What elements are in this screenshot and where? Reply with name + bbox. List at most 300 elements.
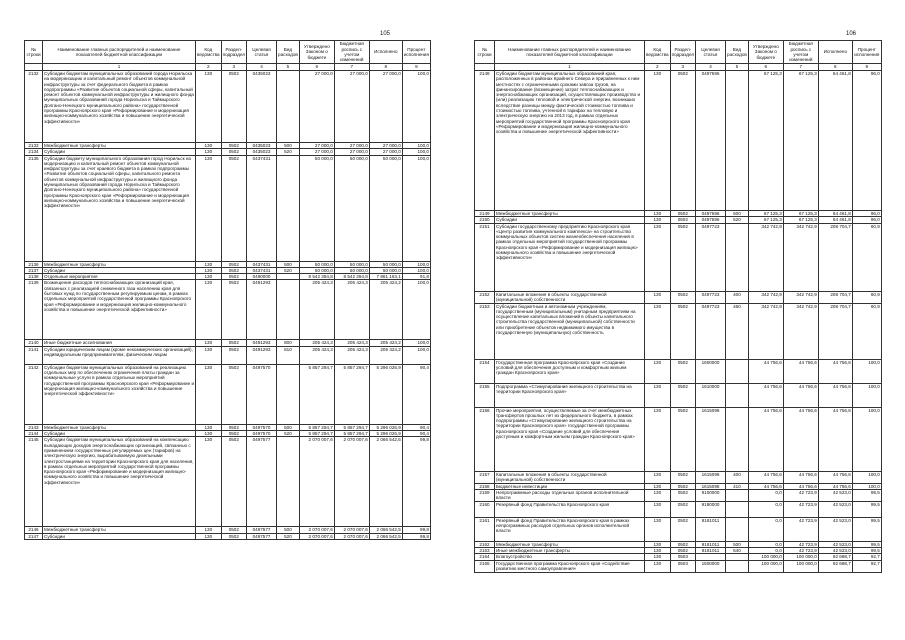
approved-amount: 2 070 007,6 — [299, 527, 334, 533]
column-number: 3 — [670, 64, 695, 71]
row-number: 2143 — [25, 424, 43, 430]
budget-amount: 27 000,0 — [334, 71, 369, 143]
expense-type — [726, 560, 749, 572]
executed-amount: 50 000,0 — [369, 155, 402, 261]
department-code: 130 — [645, 483, 671, 489]
budget-amount: 44 756,6 — [783, 407, 818, 471]
approved-amount: 0,0 — [748, 517, 783, 541]
item-name: Субсидии — [43, 267, 196, 273]
execution-percent: 99,5 — [852, 548, 881, 554]
approved-amount: 0,0 — [748, 541, 783, 547]
column-number: 1 — [43, 64, 196, 71]
expense-type — [726, 71, 749, 211]
column-number — [25, 64, 43, 71]
item-name: Капитальные вложения в объекты государственной (муниципальной) собственности — [495, 291, 645, 303]
approved-amount: 205 424,3 — [299, 280, 334, 340]
section-code: 0502 — [670, 383, 695, 407]
row-number: 2161 — [475, 517, 495, 541]
section-code: 0502 — [221, 280, 246, 340]
item-name: Иные межбюджетные трансферты — [495, 548, 645, 554]
execution-percent: 92,7 — [852, 554, 881, 560]
item-name: Межбюджетные трансферты — [43, 261, 196, 267]
expense-type: 410 — [726, 483, 749, 489]
department-code: 130 — [645, 548, 671, 554]
approved-amount: 342 742,9 — [748, 303, 783, 359]
column-header: Наименование главных распорядителей и наименование показателей бюджетной классификации — [495, 41, 645, 64]
budget-amount: 44 756,6 — [783, 471, 818, 483]
column-header: Исполнено — [818, 41, 852, 64]
expense-type: 520 — [277, 267, 300, 273]
executed-amount: 44 756,6 — [818, 407, 852, 471]
row-number: 2135 — [25, 155, 43, 261]
execution-percent: 60,9 — [852, 303, 881, 359]
table-row — [475, 359, 882, 383]
executed-amount: 92 688,7 — [818, 554, 852, 560]
execution-percent: 92,7 — [852, 560, 881, 572]
approved-amount: 67 125,3 — [748, 211, 783, 217]
budget-amount: 42 723,9 — [783, 541, 818, 547]
column-number: 8 — [818, 64, 852, 71]
table-row — [475, 71, 882, 211]
target-article: 1615098 — [696, 471, 726, 483]
department-code: 130 — [196, 437, 222, 527]
department-code: 130 — [645, 541, 671, 547]
executed-amount: 5 296 026,9 — [369, 364, 402, 424]
column-header: Бюджетная роспись с учетом изменений — [334, 41, 369, 64]
department-code: 130 — [196, 431, 222, 437]
column-number: 9 — [852, 64, 881, 71]
column-number: 8 — [369, 64, 402, 71]
column-header: Раздел-подраздел — [670, 41, 695, 64]
column-header: Код ведомства — [196, 41, 222, 64]
target-article: 1610000 — [696, 383, 726, 407]
right-page — [454, 0, 905, 640]
department-code: 130 — [645, 560, 671, 572]
item-name: Иные бюджетные ассигнования — [43, 340, 196, 346]
target-article: 0491293 — [247, 280, 277, 340]
expense-type: 520 — [726, 217, 749, 223]
executed-amount: 27 000,0 — [369, 71, 402, 143]
row-number: 2142 — [25, 364, 43, 424]
left-page — [0, 0, 452, 640]
department-code: 130 — [196, 149, 222, 155]
expense-type: 400 — [726, 291, 749, 303]
department-code: 130 — [196, 274, 222, 280]
execution-percent: 100,0 — [402, 340, 430, 346]
table-row — [25, 364, 431, 424]
item-name: Субсидии бюджетам муниципальных образований на компенсацию выпадающих доходов энергоснабжающих организаций, связанных с применением государственных регулируемых цен (тарифов) на электрическую энергию, вырабатываемую дизельными электростанциями на территории Красноярского края для населения, в рамках отдельных мероприятий государственной программы Красноярского края «Реформирование и модернизация жилищно-коммунального хозяйства и повышение энергетической эффективности» — [43, 437, 196, 527]
approved-amount: 8 542 394,8 — [299, 274, 334, 280]
column-header: Целевая статья — [696, 41, 726, 64]
target-article: 1600000 — [696, 359, 726, 383]
section-code: 0502 — [670, 303, 695, 359]
execution-percent: 99,5 — [852, 541, 881, 547]
table-row — [25, 155, 431, 261]
expense-type — [726, 359, 749, 383]
approved-amount: 342 742,9 — [748, 223, 783, 291]
item-name: Бюджетные инвестиции — [495, 483, 645, 489]
executed-amount: 5 296 026,9 — [369, 424, 402, 430]
executed-amount: 50 000,0 — [369, 261, 402, 267]
expense-type: 400 — [726, 471, 749, 483]
approved-amount: 100 000,0 — [748, 554, 783, 560]
item-name: Благоустройство — [495, 554, 645, 560]
executed-amount: 208 704,7 — [818, 291, 852, 303]
approved-amount: 67 125,3 — [748, 217, 783, 223]
item-name: Отдельные мероприятия — [43, 274, 196, 280]
table-row — [475, 303, 882, 359]
item-name: Межбюджетные трансферты — [43, 424, 196, 430]
expense-type — [277, 364, 300, 424]
table-row — [475, 517, 882, 541]
approved-amount: 5 857 294,7 — [299, 431, 334, 437]
section-code: 0502 — [221, 346, 246, 364]
executed-amount: 50 000,0 — [369, 267, 402, 273]
budget-amount: 2 070 007,6 — [334, 437, 369, 527]
target-article: 9100000 — [696, 489, 726, 501]
department-code: 130 — [196, 346, 222, 364]
item-name: Государственная программа Красноярского края «Создание условий для обеспечения доступным и комфортным жильем граждан Красноярского края» — [495, 359, 645, 383]
row-number: 2158 — [475, 483, 495, 489]
department-code: 130 — [645, 383, 671, 407]
department-code: 130 — [196, 280, 222, 340]
expense-type — [726, 407, 749, 471]
column-header: № строки — [475, 41, 495, 64]
item-name: Межбюджетные трансферты — [43, 527, 196, 533]
execution-percent: 100,0 — [402, 149, 430, 155]
approved-amount: 44 756,6 — [748, 407, 783, 471]
execution-percent: 91,8 — [402, 274, 430, 280]
execution-percent: 100,0 — [852, 359, 881, 383]
row-number: 2138 — [25, 274, 43, 280]
target-article: 0497570 — [247, 431, 277, 437]
target-article: 0435023 — [247, 71, 277, 143]
column-number: 6 — [748, 64, 783, 71]
item-name: Возмещение расходов теплоснабжающих организаций края, связанных с реализацией сниженного газа населению края для бытовых нужд по государственным регулируемым ценам, в рамках отдельных мероприятий государственной программы Красноярского края «Реформирование и модернизация жилищно-коммунального хозяйства и повышение энергетической эффективности» — [43, 280, 196, 340]
expense-type: 500 — [277, 261, 300, 267]
expense-type — [726, 223, 749, 291]
table-row — [475, 501, 882, 517]
target-article: 0490000 — [247, 274, 277, 280]
section-code: 0502 — [670, 501, 695, 517]
executed-amount: 5 296 026,9 — [369, 431, 402, 437]
section-code: 0502 — [221, 431, 246, 437]
target-article: 0437431 — [247, 261, 277, 267]
item-name: Субсидии — [43, 533, 196, 539]
executed-amount: 64 461,8 — [818, 211, 852, 217]
department-code: 130 — [196, 424, 222, 430]
target-article: 0437431 — [247, 155, 277, 261]
budget-amount: 42 723,9 — [783, 517, 818, 541]
approved-amount: 0,0 — [748, 548, 783, 554]
budget-amount: 42 723,9 — [783, 489, 818, 501]
target-article: 9180000 — [696, 501, 726, 517]
department-code: 130 — [645, 217, 671, 223]
executed-amount: 208 704,7 — [818, 223, 852, 291]
execution-percent: 96,0 — [852, 71, 881, 211]
row-number: 2157 — [475, 471, 495, 483]
execution-percent: 90,4 — [402, 364, 430, 424]
execution-percent: 100,0 — [402, 267, 430, 273]
column-header: Вид расходов — [726, 41, 749, 64]
department-code: 130 — [645, 501, 671, 517]
department-code: 130 — [196, 527, 222, 533]
item-name: Капитальные вложения в объекты государственной (муниципальной) собственности — [495, 471, 645, 483]
budget-amount: 50 000,0 — [334, 267, 369, 273]
row-number: 2153 — [475, 303, 495, 359]
column-header: Процент исполнения — [402, 41, 430, 64]
executed-amount: 44 756,6 — [818, 471, 852, 483]
column-number: 5 — [277, 64, 300, 71]
approved-amount: 50 000,0 — [299, 155, 334, 261]
budget-amount: 5 857 294,7 — [334, 424, 369, 430]
row-number: 2147 — [25, 533, 43, 539]
execution-percent: 99,8 — [402, 437, 430, 527]
budget-amount: 205 424,3 — [334, 346, 369, 364]
department-code: 130 — [645, 71, 671, 211]
budget-amount: 205 424,3 — [334, 340, 369, 346]
column-number: 3 — [221, 64, 246, 71]
execution-percent: 99,5 — [852, 489, 881, 501]
target-article: 0497577 — [247, 527, 277, 533]
executed-amount: 42 523,0 — [818, 501, 852, 517]
table-row — [25, 71, 431, 143]
target-article: 1500000 — [696, 560, 726, 572]
executed-amount: 205 424,2 — [369, 340, 402, 346]
execution-percent: 100,0 — [402, 346, 430, 364]
column-number: 5 — [726, 64, 749, 71]
section-code: 0502 — [221, 71, 246, 143]
row-number: 2156 — [475, 407, 495, 471]
section-code: 0502 — [670, 541, 695, 547]
execution-percent: 99,8 — [402, 533, 430, 539]
expense-type: 520 — [277, 149, 300, 155]
table-row — [475, 383, 882, 407]
target-article: 0497596 — [696, 71, 726, 211]
department-code: 130 — [196, 71, 222, 143]
item-name: Межбюджетные трансферты — [43, 143, 196, 149]
column-number-row — [25, 64, 431, 71]
expense-type — [726, 383, 749, 407]
column-number — [475, 64, 495, 71]
row-number: 2165 — [475, 560, 495, 572]
target-article: 0497577 — [247, 437, 277, 527]
budget-amount: 5 857 294,7 — [334, 364, 369, 424]
executed-amount: 92 688,7 — [818, 560, 852, 572]
column-number: 4 — [696, 64, 726, 71]
execution-percent: 100,0 — [402, 143, 430, 149]
budget-amount: 100 000,0 — [783, 554, 818, 560]
expense-type: 520 — [277, 533, 300, 539]
department-code: 130 — [645, 554, 671, 560]
expense-type: 460 — [726, 303, 749, 359]
table-row — [475, 560, 882, 572]
section-code: 0502 — [221, 527, 246, 533]
department-code: 130 — [645, 407, 671, 471]
department-code: 130 — [645, 359, 671, 383]
execution-percent: 60,9 — [852, 223, 881, 291]
budget-amount: 67 125,3 — [783, 217, 818, 223]
expense-type: 500 — [726, 541, 749, 547]
section-code: 0502 — [670, 407, 695, 471]
section-code: 0502 — [670, 548, 695, 554]
row-number: 2132 — [25, 71, 43, 143]
target-article: 0437431 — [247, 267, 277, 273]
approved-amount: 50 000,0 — [299, 261, 334, 267]
item-name: Межбюджетные трансферты — [495, 211, 645, 217]
column-header: Вид расходов — [277, 41, 300, 64]
section-code: 0502 — [221, 261, 246, 267]
approved-amount: 2 070 007,6 — [299, 437, 334, 527]
execution-percent: 96,0 — [852, 217, 881, 223]
row-number: 2140 — [25, 340, 43, 346]
section-code: 0502 — [670, 211, 695, 217]
row-number: 2155 — [475, 383, 495, 407]
executed-amount: 208 704,7 — [818, 303, 852, 359]
budget-amount: 205 424,3 — [334, 280, 369, 340]
header-row — [475, 41, 882, 64]
section-code: 0503 — [670, 560, 695, 572]
column-header: Целевая статья — [247, 41, 277, 64]
row-number: 2164 — [475, 554, 495, 560]
table-row — [475, 471, 882, 483]
row-number: 2163 — [475, 548, 495, 554]
budget-amount: 27 000,0 — [334, 149, 369, 155]
section-code: 0502 — [670, 71, 695, 211]
target-article: 9181011 — [696, 517, 726, 541]
expense-type: 500 — [277, 527, 300, 533]
department-code: 130 — [196, 261, 222, 267]
table-row — [475, 291, 882, 303]
executed-amount: 2 066 542,5 — [369, 437, 402, 527]
expense-type: 500 — [726, 211, 749, 217]
budget-table — [24, 40, 431, 540]
approved-amount: 5 857 294,7 — [299, 424, 334, 430]
executed-amount: 64 461,8 — [818, 71, 852, 211]
item-name: Непрограммные расходы отдельных органов исполнительной власти — [495, 489, 645, 501]
approved-amount: 27 000,0 — [299, 149, 334, 155]
target-article: 0497577 — [247, 533, 277, 539]
column-header: Исполнено — [369, 41, 402, 64]
target-article: 0497723 — [696, 291, 726, 303]
page-number: 105 — [380, 31, 391, 37]
target-article: 0435023 — [247, 143, 277, 149]
executed-amount: 27 000,0 — [369, 149, 402, 155]
section-code: 0502 — [670, 471, 695, 483]
execution-percent: 100,0 — [402, 261, 430, 267]
budget-amount: 27 000,0 — [334, 143, 369, 149]
target-article: 1615098 — [696, 483, 726, 489]
item-name: Субсидии бюджетам муниципальных образований края, расположенных в районах Крайнего Севера и приравненных к ним местностях с ограниченными сроками завоза грузов, на финансирование (возмещение) затрат теплоснабжающих и энергоснабжающих организаций, осуществляющих производство и (или) реализацию тепловой и электрической энергии, возникших вследствие разницы между фактической стоимостью топлива и стоимостью топлива, учтенной в тарифах на тепловую и электрическую энергию на 2013 год, в рамках отдельных мероприятий государственной программы Красноярского края «Реформирование и модернизация жилищно-коммунального хозяйства и повышение энергетической эффективности» — [495, 71, 645, 211]
target-article: 0497723 — [696, 303, 726, 359]
column-header: Утверждено Законом о бюджете — [748, 41, 783, 64]
budget-amount: 342 742,9 — [783, 291, 818, 303]
executed-amount: 44 756,6 — [818, 483, 852, 489]
table-row — [25, 346, 431, 364]
header-row — [25, 41, 431, 64]
item-name: Субсидии — [43, 149, 196, 155]
budget-amount: 100 000,0 — [783, 560, 818, 572]
execution-percent: 99,8 — [402, 527, 430, 533]
executed-amount: 205 424,2 — [369, 346, 402, 364]
section-code: 0502 — [221, 340, 246, 346]
approved-amount: 0,0 — [748, 501, 783, 517]
execution-percent: 99,5 — [852, 501, 881, 517]
execution-percent: 100,0 — [402, 71, 430, 143]
budget-amount: 2 070 007,6 — [334, 527, 369, 533]
execution-percent: 100,0 — [852, 383, 881, 407]
approved-amount: 342 742,9 — [748, 291, 783, 303]
expense-type — [277, 155, 300, 261]
table-row — [475, 407, 882, 471]
budget-amount: 5 857 294,7 — [334, 431, 369, 437]
item-name: Субсидии — [43, 431, 196, 437]
column-number: 2 — [196, 64, 222, 71]
item-name: Субсидии — [495, 217, 645, 223]
budget-amount: 67 125,3 — [783, 71, 818, 211]
item-name: Резервный фонд Правительства Красноярского края — [495, 501, 645, 517]
row-number: 2162 — [475, 541, 495, 547]
item-name: Субсидии государственному предприятию Красноярского края «Центр развития коммунального комплекса» на строительство коммунальных объектов систем жизнеобеспечения населения в рамках отдельных мероприятий государственной программы Красноярского края «Реформирование и модернизация жилищно-коммунального хозяйства и повышение энергетической эффективности» — [495, 223, 645, 291]
budget-amount: 8 542 394,8 — [334, 274, 369, 280]
section-code: 0502 — [221, 424, 246, 430]
column-number: 2 — [645, 64, 671, 71]
row-number: 2146 — [25, 527, 43, 533]
execution-percent: 90,4 — [402, 431, 430, 437]
department-code: 130 — [196, 155, 222, 261]
section-code: 0502 — [670, 359, 695, 383]
column-header: Бюджетная роспись с учетом изменений — [783, 41, 818, 64]
column-number: 1 — [495, 64, 645, 71]
target-article: 0491293 — [247, 346, 277, 364]
approved-amount: 205 424,3 — [299, 346, 334, 364]
row-number: 2159 — [475, 489, 495, 501]
approved-amount: 44 756,6 — [748, 471, 783, 483]
department-code: 130 — [196, 340, 222, 346]
row-number: 2160 — [475, 501, 495, 517]
row-number: 2145 — [25, 437, 43, 527]
department-code: 130 — [645, 211, 671, 217]
section-code: 0502 — [670, 291, 695, 303]
approved-amount: 0,0 — [748, 489, 783, 501]
section-code: 0503 — [670, 554, 695, 560]
row-number: 2137 — [25, 267, 43, 273]
expense-type: 500 — [277, 424, 300, 430]
item-name: Субсидии бюджетным и автономным учреждениям, государственным (муниципальным) унитарным предприятиям на осуществление капитальных вложений в объекты капитального строительства государственной (муниципальной) собственности или приобретение объектов недвижимого имущества в государственную (муниципальную) собственность — [495, 303, 645, 359]
department-code: 130 — [645, 489, 671, 501]
approved-amount: 44 756,6 — [748, 383, 783, 407]
budget-amount: 44 756,6 — [783, 483, 818, 489]
department-code: 130 — [196, 364, 222, 424]
column-number: 9 — [402, 64, 430, 71]
column-number: 6 — [299, 64, 334, 71]
budget-amount: 42 723,9 — [783, 501, 818, 517]
budget-amount: 42 723,9 — [783, 548, 818, 554]
section-code: 0502 — [221, 267, 246, 273]
row-number: 2141 — [25, 346, 43, 364]
row-number: 2136 — [25, 261, 43, 267]
expense-type — [726, 517, 749, 541]
department-code: 130 — [645, 517, 671, 541]
budget-amount: 44 756,6 — [783, 359, 818, 383]
item-name: Субсидии бюджетам муниципальных образований на реализацию отдельных мер по обеспечению ограничения платы граждан за коммунальные услуги в рамках отдельных мероприятий государственной программы Красноярского края «Реформирование и модернизация жилищно-коммунального хозяйства и повышение энергетической эффективности» — [43, 364, 196, 424]
row-number: 2152 — [475, 291, 495, 303]
budget-amount: 342 742,9 — [783, 303, 818, 359]
column-header: № строки — [25, 41, 43, 64]
item-name: Межбюджетные трансферты — [495, 541, 645, 547]
approved-amount: 67 125,3 — [748, 71, 783, 211]
expense-type — [277, 437, 300, 527]
